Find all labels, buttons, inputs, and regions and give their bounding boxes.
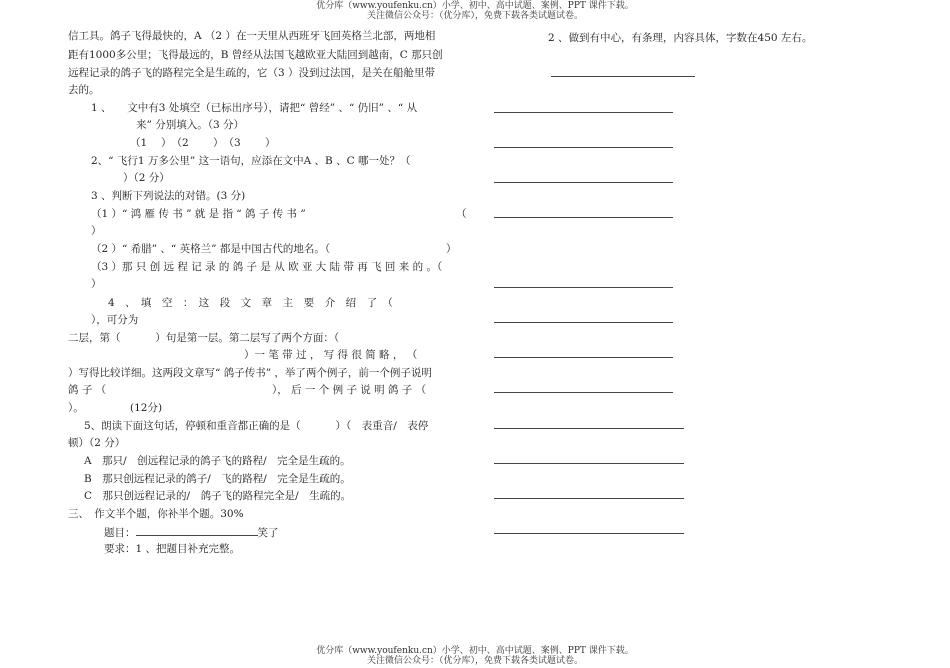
question-4-score: (12分) bbox=[130, 402, 163, 414]
question-3-item-2: （2 ）“ 希腊” 、“ 英格兰” 都是中国古代的地名。（ bbox=[91, 243, 331, 255]
question-1-answer-blanks: （1 ） （2 ） （3 ） bbox=[130, 137, 276, 149]
writing-line[interactable] bbox=[494, 112, 673, 113]
question-4-line-3: 二层，第（ ）句是第一层。第二层写了两个方面：（ bbox=[68, 332, 340, 344]
question-3-title: 3 、判断下列说法的对错。(3 分) bbox=[91, 190, 246, 202]
question-4-line-6a: 鸽 子 （ bbox=[68, 384, 107, 396]
passage-line-4: 去的。 bbox=[68, 84, 100, 96]
option-c: C 那只创远程记录的/ 鸽子飞的路程完全是/ 生疏的。 bbox=[84, 490, 352, 502]
passage-line-2: 距有1000多公里；飞得最远的，B 曾经从法国飞越欧亚大陆回到越南，C 那只创 bbox=[68, 49, 443, 61]
writing-line[interactable] bbox=[551, 76, 695, 77]
page-footer-line2: 关注微信公众号：（优分库），免费下载各类试题试卷。 bbox=[366, 656, 583, 666]
page-footer-line1: 优分库（www.youfenku.cn）小学、初中、高中试题、案例、PPT 课件下载。 bbox=[316, 646, 634, 656]
writing-line[interactable] bbox=[494, 498, 684, 499]
question-4-line-1: 4 、 填 空 ： 这 段 文 章 主 要 介 绍 了 （ bbox=[108, 297, 393, 309]
page-header-line2: 关注微信公众号：（优分库），免费下载各类试题试卷。 bbox=[366, 11, 583, 21]
writing-line[interactable] bbox=[494, 463, 684, 464]
option-b: B 那只创远程记录的鸽子/ 飞的路程/ 完全是生疏的。 bbox=[84, 473, 351, 485]
question-3-item-1: （1 ）“ 鸿 雁 传 书 ” 就 是 指 “ 鸽 子 传 书 ” bbox=[91, 208, 306, 220]
writing-line[interactable] bbox=[494, 322, 673, 323]
question-5-line-1: 5、朗读下面这句话，停顿和重音都正确的是（ ）（ 表重音/ 表停 bbox=[84, 420, 429, 432]
question-4-line-5: ）写得比较详细。这两段文章写“ 鸽子传书” ，举了两个例子，前一个例子说明 bbox=[68, 367, 432, 379]
essay-title-line bbox=[104, 525, 279, 540]
question-2-line-2: ）（2 分） bbox=[123, 172, 170, 184]
question-3-item-2-bracket-close: ） bbox=[446, 243, 457, 255]
essay-title-suffix: 笑了 bbox=[257, 527, 279, 539]
essay-title-label: 题目： bbox=[104, 527, 136, 539]
question-4-line-7: ）。 bbox=[68, 402, 84, 414]
writing-line[interactable] bbox=[494, 533, 684, 534]
question-3-item-3: （3 ）那 只 创 远 程 记 录 的 鸽 子 是 从 欧 亚 大 陆 带 再 飞 回 来 的 。（ bbox=[91, 261, 443, 273]
essay-requirement-2: 2 、做到有中心，有条理，内容具体，字数在450 左右。 bbox=[548, 32, 813, 44]
writing-line[interactable] bbox=[494, 287, 673, 288]
writing-line[interactable] bbox=[494, 428, 684, 429]
question-1-line-2: 来” 分别填入。（3 分） bbox=[136, 119, 244, 131]
passage-line-3: 远程记录的鸽子飞的路程完全是生疏的，它（3 ）没到过法国，是关在船舱里带 bbox=[68, 67, 436, 79]
question-3-item-3-bracket-close: ） bbox=[91, 278, 102, 290]
passage-line-1: 信工具。鸽子飞得最快的，A （2 ）在一天里从西班牙飞回英格兰北部，两地相 bbox=[68, 30, 436, 42]
writing-line[interactable] bbox=[494, 392, 673, 393]
question-4-line-4: ）一 笔 带 过 ， 写 得 很 简 略 ， （ bbox=[244, 349, 418, 361]
question-1-line-1: 1 、 文中有3 处填空（已标出序号），请把“ 曾经” 、“ 仍旧” 、“ 从 bbox=[91, 102, 418, 114]
question-4-line-2: ），可分为 bbox=[91, 314, 139, 326]
writing-line[interactable] bbox=[494, 217, 673, 218]
essay-requirement-1: 要求：1 、把题目补充完整。 bbox=[104, 543, 241, 555]
question-5-line-2: 顿）（2 分） bbox=[68, 437, 126, 449]
question-3-item-1-bracket-open: （ bbox=[456, 208, 467, 220]
essay-title-blank[interactable] bbox=[136, 525, 258, 536]
writing-line[interactable] bbox=[494, 147, 673, 148]
question-2-line-1: 2、“ 飞行1 万多公里” 这一语句，应添在文中A 、B 、C 哪一处？（ bbox=[91, 155, 411, 167]
section-3-title: 三、 作文半个题，你补半个题。30% bbox=[68, 508, 244, 520]
question-3-item-1-bracket-close: ） bbox=[91, 225, 102, 237]
option-a: A 那只/ 创远程记录的鸽子飞的路程/ 完全是生疏的。 bbox=[84, 455, 351, 467]
page-header-line1: 优分库（www.youfenku.cn）小学、初中、高中试题、案例、PPT 课件下载。 bbox=[316, 1, 634, 11]
question-4-line-6b: ）， 后 一 个 例 子 说 明 鸽 子 （ bbox=[272, 384, 427, 396]
writing-line[interactable] bbox=[494, 357, 673, 358]
writing-line[interactable] bbox=[494, 182, 673, 183]
